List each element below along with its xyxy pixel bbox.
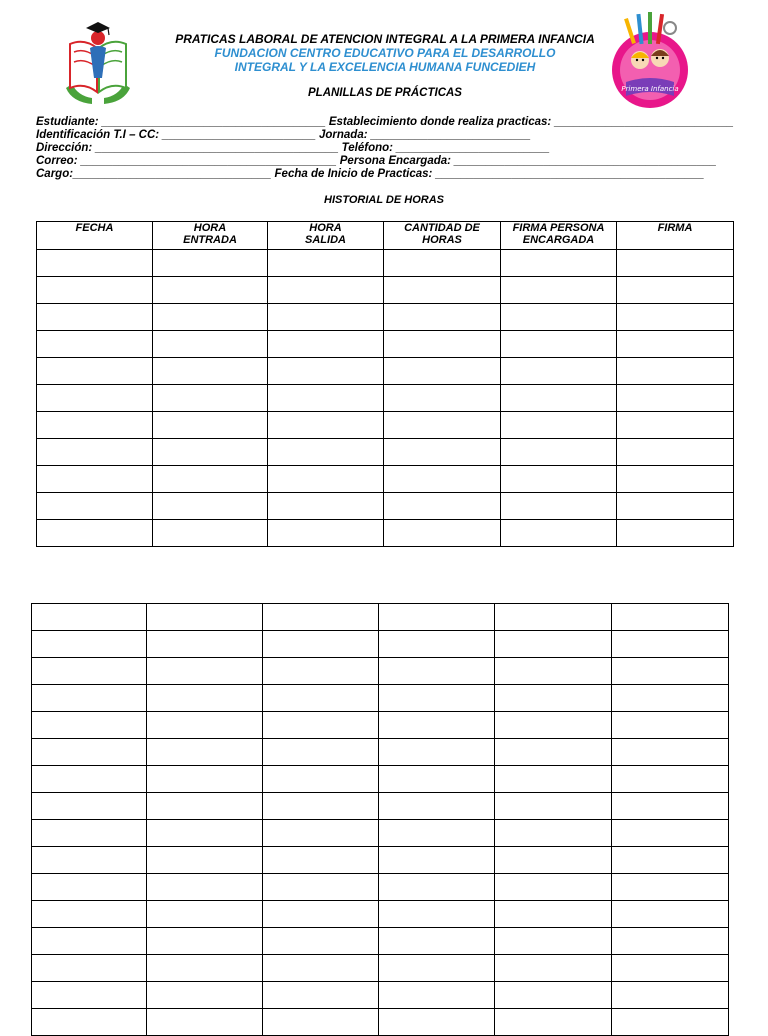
table-cell[interactable] xyxy=(612,928,729,955)
table-cell[interactable] xyxy=(32,658,147,685)
column-header-firma: FIRMA xyxy=(617,222,734,250)
table-cell[interactable] xyxy=(147,631,263,658)
table-cell[interactable] xyxy=(153,439,268,466)
table-cell[interactable] xyxy=(37,331,153,358)
table-cell[interactable] xyxy=(263,1009,379,1036)
table-cell[interactable] xyxy=(32,739,147,766)
table-cell[interactable] xyxy=(379,982,495,1009)
table-cell[interactable] xyxy=(617,277,734,304)
table-cell[interactable] xyxy=(379,928,495,955)
table-cell[interactable] xyxy=(495,901,612,928)
table-cell[interactable] xyxy=(501,520,617,547)
table-cell[interactable] xyxy=(612,982,729,1009)
table-cell[interactable] xyxy=(379,820,495,847)
table-cell[interactable] xyxy=(263,631,379,658)
table-cell[interactable] xyxy=(495,820,612,847)
table-row xyxy=(37,331,734,358)
table-cell[interactable] xyxy=(617,493,734,520)
table-cell[interactable] xyxy=(268,358,384,385)
table-cell[interactable] xyxy=(32,901,147,928)
table-row xyxy=(32,874,729,901)
table-cell[interactable] xyxy=(32,793,147,820)
table-cell[interactable] xyxy=(263,604,379,631)
table-cell[interactable] xyxy=(32,982,147,1009)
table-cell[interactable] xyxy=(495,847,612,874)
table-cell[interactable] xyxy=(501,385,617,412)
table-cell[interactable] xyxy=(384,277,501,304)
table-cell[interactable] xyxy=(379,604,495,631)
table-cell[interactable] xyxy=(495,739,612,766)
table-cell[interactable] xyxy=(501,277,617,304)
table-cell[interactable] xyxy=(612,739,729,766)
column-header-cantidad-horas: CANTIDAD DE HORAS xyxy=(384,222,501,250)
table-cell[interactable] xyxy=(263,793,379,820)
section-title: HISTORIAL DE HORAS xyxy=(324,194,444,206)
table-row xyxy=(32,955,729,982)
table-cell[interactable] xyxy=(612,901,729,928)
table-cell[interactable] xyxy=(263,766,379,793)
table-cell[interactable] xyxy=(153,466,268,493)
table-row xyxy=(37,277,734,304)
table-cell[interactable] xyxy=(379,685,495,712)
table-cell[interactable] xyxy=(495,712,612,739)
table-cell[interactable] xyxy=(153,331,268,358)
table-header-row xyxy=(37,222,734,250)
table-cell[interactable] xyxy=(612,847,729,874)
table-cell[interactable] xyxy=(37,250,153,277)
table-cell[interactable] xyxy=(384,304,501,331)
table-cell[interactable] xyxy=(37,304,153,331)
table-cell[interactable] xyxy=(153,277,268,304)
table-cell[interactable] xyxy=(617,520,734,547)
table-row xyxy=(37,358,734,385)
table-cell[interactable] xyxy=(617,412,734,439)
table-cell[interactable] xyxy=(147,847,263,874)
table-cell[interactable] xyxy=(501,412,617,439)
table-cell[interactable] xyxy=(379,712,495,739)
column-header-fecha: FECHA xyxy=(37,222,153,250)
table-row xyxy=(37,439,734,466)
table-cell[interactable] xyxy=(147,604,263,631)
table-cell[interactable] xyxy=(268,439,384,466)
table-cell[interactable] xyxy=(147,658,263,685)
table-cell[interactable] xyxy=(147,766,263,793)
table-row xyxy=(32,793,729,820)
field-row: Identificación T.I – CC: ________________________ Jornada: _________________________ xyxy=(36,129,531,141)
table-cell[interactable] xyxy=(32,874,147,901)
hours-table-continued xyxy=(31,603,729,1036)
funcedieh-logo-icon xyxy=(62,18,134,108)
table-cell[interactable] xyxy=(495,955,612,982)
table-cell[interactable] xyxy=(379,874,495,901)
table-cell[interactable] xyxy=(147,712,263,739)
table-cell[interactable] xyxy=(263,928,379,955)
table-cell[interactable] xyxy=(268,493,384,520)
table-cell[interactable] xyxy=(263,982,379,1009)
table-cell[interactable] xyxy=(612,820,729,847)
table-cell[interactable] xyxy=(268,250,384,277)
table-cell[interactable] xyxy=(379,1009,495,1036)
primera-infancia-logo-icon xyxy=(610,12,690,112)
table-cell[interactable] xyxy=(617,385,734,412)
table-row xyxy=(37,493,734,520)
table-row xyxy=(32,820,729,847)
table-cell[interactable] xyxy=(32,955,147,982)
table-row xyxy=(37,412,734,439)
table-cell[interactable] xyxy=(501,358,617,385)
table-cell[interactable] xyxy=(153,304,268,331)
header-line-2: FUNDACION CENTRO EDUCATIVO PARA EL DESARROLLO xyxy=(214,46,556,60)
table-cell[interactable] xyxy=(263,685,379,712)
header-line-1: PRATICAS LABORAL DE ATENCION INTEGRAL A LA PRIMERA INFANCIA xyxy=(175,32,595,46)
header-line-3: INTEGRAL Y LA EXCELENCIA HUMANA FUNCEDIEH xyxy=(234,60,536,74)
table-cell[interactable] xyxy=(379,901,495,928)
table-cell[interactable] xyxy=(495,1009,612,1036)
table-cell[interactable] xyxy=(384,412,501,439)
table-cell[interactable] xyxy=(612,955,729,982)
table-cell[interactable] xyxy=(612,766,729,793)
field-row: Dirección: ______________________________________ Teléfono: ________________________ xyxy=(36,142,550,154)
table-cell[interactable] xyxy=(379,955,495,982)
table-cell[interactable] xyxy=(495,982,612,1009)
table-row xyxy=(32,982,729,1009)
table-cell[interactable] xyxy=(153,250,268,277)
table-cell[interactable] xyxy=(268,277,384,304)
table-cell[interactable] xyxy=(384,385,501,412)
table-cell[interactable] xyxy=(612,874,729,901)
table-cell[interactable] xyxy=(384,520,501,547)
table-cell[interactable] xyxy=(147,1009,263,1036)
table-row xyxy=(32,685,729,712)
table-cell[interactable] xyxy=(32,1009,147,1036)
table-row xyxy=(37,304,734,331)
table-row xyxy=(32,658,729,685)
column-header-firma-persona: FIRMA PERSONA ENCARGADA xyxy=(501,222,617,250)
table-cell[interactable] xyxy=(268,520,384,547)
table-cell[interactable] xyxy=(379,847,495,874)
table-cell[interactable] xyxy=(268,304,384,331)
table-cell[interactable] xyxy=(153,493,268,520)
table-cell[interactable] xyxy=(495,631,612,658)
table-cell[interactable] xyxy=(263,901,379,928)
table-cell[interactable] xyxy=(379,739,495,766)
table-cell[interactable] xyxy=(153,358,268,385)
table-cell[interactable] xyxy=(147,901,263,928)
table-cell[interactable] xyxy=(32,766,147,793)
table-row xyxy=(32,1009,729,1036)
table-row xyxy=(32,847,729,874)
table-row xyxy=(32,712,729,739)
field-row: Correo: ________________________________________ Persona Encargada: _________________________________________ xyxy=(36,155,717,167)
table-cell[interactable] xyxy=(612,793,729,820)
table-row xyxy=(37,385,734,412)
table-cell[interactable] xyxy=(617,439,734,466)
table-cell[interactable] xyxy=(379,766,495,793)
table-cell[interactable] xyxy=(263,874,379,901)
table-row xyxy=(37,250,734,277)
table-cell[interactable] xyxy=(612,604,729,631)
table-row xyxy=(32,928,729,955)
table-cell[interactable] xyxy=(37,466,153,493)
table-cell[interactable] xyxy=(617,331,734,358)
table-cell[interactable] xyxy=(37,358,153,385)
hours-table xyxy=(36,221,734,547)
table-row xyxy=(32,604,729,631)
table-cell[interactable] xyxy=(268,466,384,493)
table-cell[interactable] xyxy=(147,874,263,901)
table-cell[interactable] xyxy=(495,604,612,631)
table-cell[interactable] xyxy=(495,874,612,901)
field-row: Cargo:_______________________________ Fecha de Inicio de Practicas: __________________________________________ xyxy=(36,168,705,180)
table-cell[interactable] xyxy=(384,250,501,277)
table-cell[interactable] xyxy=(37,493,153,520)
table-row xyxy=(37,520,734,547)
table-cell[interactable] xyxy=(32,820,147,847)
table-cell[interactable] xyxy=(32,712,147,739)
form-title: PLANILLAS DE PRÁCTICAS xyxy=(308,87,462,99)
table-cell[interactable] xyxy=(501,331,617,358)
table-cell[interactable] xyxy=(147,928,263,955)
table-cell[interactable] xyxy=(268,385,384,412)
table-cell[interactable] xyxy=(379,793,495,820)
table-cell[interactable] xyxy=(32,604,147,631)
table-cell[interactable] xyxy=(495,793,612,820)
table-cell[interactable] xyxy=(147,793,263,820)
table-cell[interactable] xyxy=(501,439,617,466)
table-cell[interactable] xyxy=(37,520,153,547)
table-cell[interactable] xyxy=(495,685,612,712)
field-row: Estudiante: ___________________________________ Establecimiento donde realiza practicas: ____________________________ xyxy=(36,116,734,128)
student-info-fields xyxy=(36,116,736,181)
table-cell[interactable] xyxy=(384,331,501,358)
table-cell[interactable] xyxy=(617,304,734,331)
table-cell[interactable] xyxy=(612,658,729,685)
table-row xyxy=(32,631,729,658)
table-cell[interactable] xyxy=(263,955,379,982)
column-header-hora-entrada: HORA ENTRADA xyxy=(153,222,268,250)
table-cell[interactable] xyxy=(501,304,617,331)
table-cell[interactable] xyxy=(153,385,268,412)
table-cell[interactable] xyxy=(379,658,495,685)
primera-infancia-text: Primera Infancia xyxy=(621,85,679,93)
table-cell[interactable] xyxy=(263,712,379,739)
table-cell[interactable] xyxy=(501,466,617,493)
table-cell[interactable] xyxy=(153,520,268,547)
table-cell[interactable] xyxy=(37,439,153,466)
table-cell[interactable] xyxy=(32,928,147,955)
table-cell[interactable] xyxy=(501,493,617,520)
table-cell[interactable] xyxy=(263,820,379,847)
table-cell[interactable] xyxy=(612,1009,729,1036)
table-cell[interactable] xyxy=(263,739,379,766)
table-cell[interactable] xyxy=(37,412,153,439)
table-cell[interactable] xyxy=(384,358,501,385)
table-cell[interactable] xyxy=(268,412,384,439)
table-cell[interactable] xyxy=(495,766,612,793)
table-cell[interactable] xyxy=(32,847,147,874)
table-row xyxy=(32,739,729,766)
table-cell[interactable] xyxy=(612,712,729,739)
table-cell[interactable] xyxy=(612,631,729,658)
table-cell[interactable] xyxy=(501,250,617,277)
table-cell[interactable] xyxy=(153,412,268,439)
table-cell[interactable] xyxy=(37,385,153,412)
table-cell[interactable] xyxy=(617,358,734,385)
table-cell[interactable] xyxy=(384,493,501,520)
table-row xyxy=(37,466,734,493)
column-header-hora-salida: HORA SALIDA xyxy=(268,222,384,250)
table-row xyxy=(32,766,729,793)
table-cell[interactable] xyxy=(147,820,263,847)
table-cell[interactable] xyxy=(384,466,501,493)
table-cell[interactable] xyxy=(263,847,379,874)
table-cell[interactable] xyxy=(617,466,734,493)
table-cell[interactable] xyxy=(147,739,263,766)
table-cell[interactable] xyxy=(147,685,263,712)
table-row xyxy=(32,901,729,928)
table-cell[interactable] xyxy=(37,277,153,304)
table-cell[interactable] xyxy=(617,250,734,277)
table-cell[interactable] xyxy=(147,955,263,982)
table-cell[interactable] xyxy=(32,685,147,712)
table-cell[interactable] xyxy=(268,331,384,358)
table-cell[interactable] xyxy=(384,439,501,466)
table-cell[interactable] xyxy=(495,928,612,955)
table-cell[interactable] xyxy=(32,631,147,658)
table-cell[interactable] xyxy=(612,685,729,712)
table-cell[interactable] xyxy=(147,982,263,1009)
table-cell[interactable] xyxy=(379,631,495,658)
table-cell[interactable] xyxy=(495,658,612,685)
table-cell[interactable] xyxy=(263,658,379,685)
